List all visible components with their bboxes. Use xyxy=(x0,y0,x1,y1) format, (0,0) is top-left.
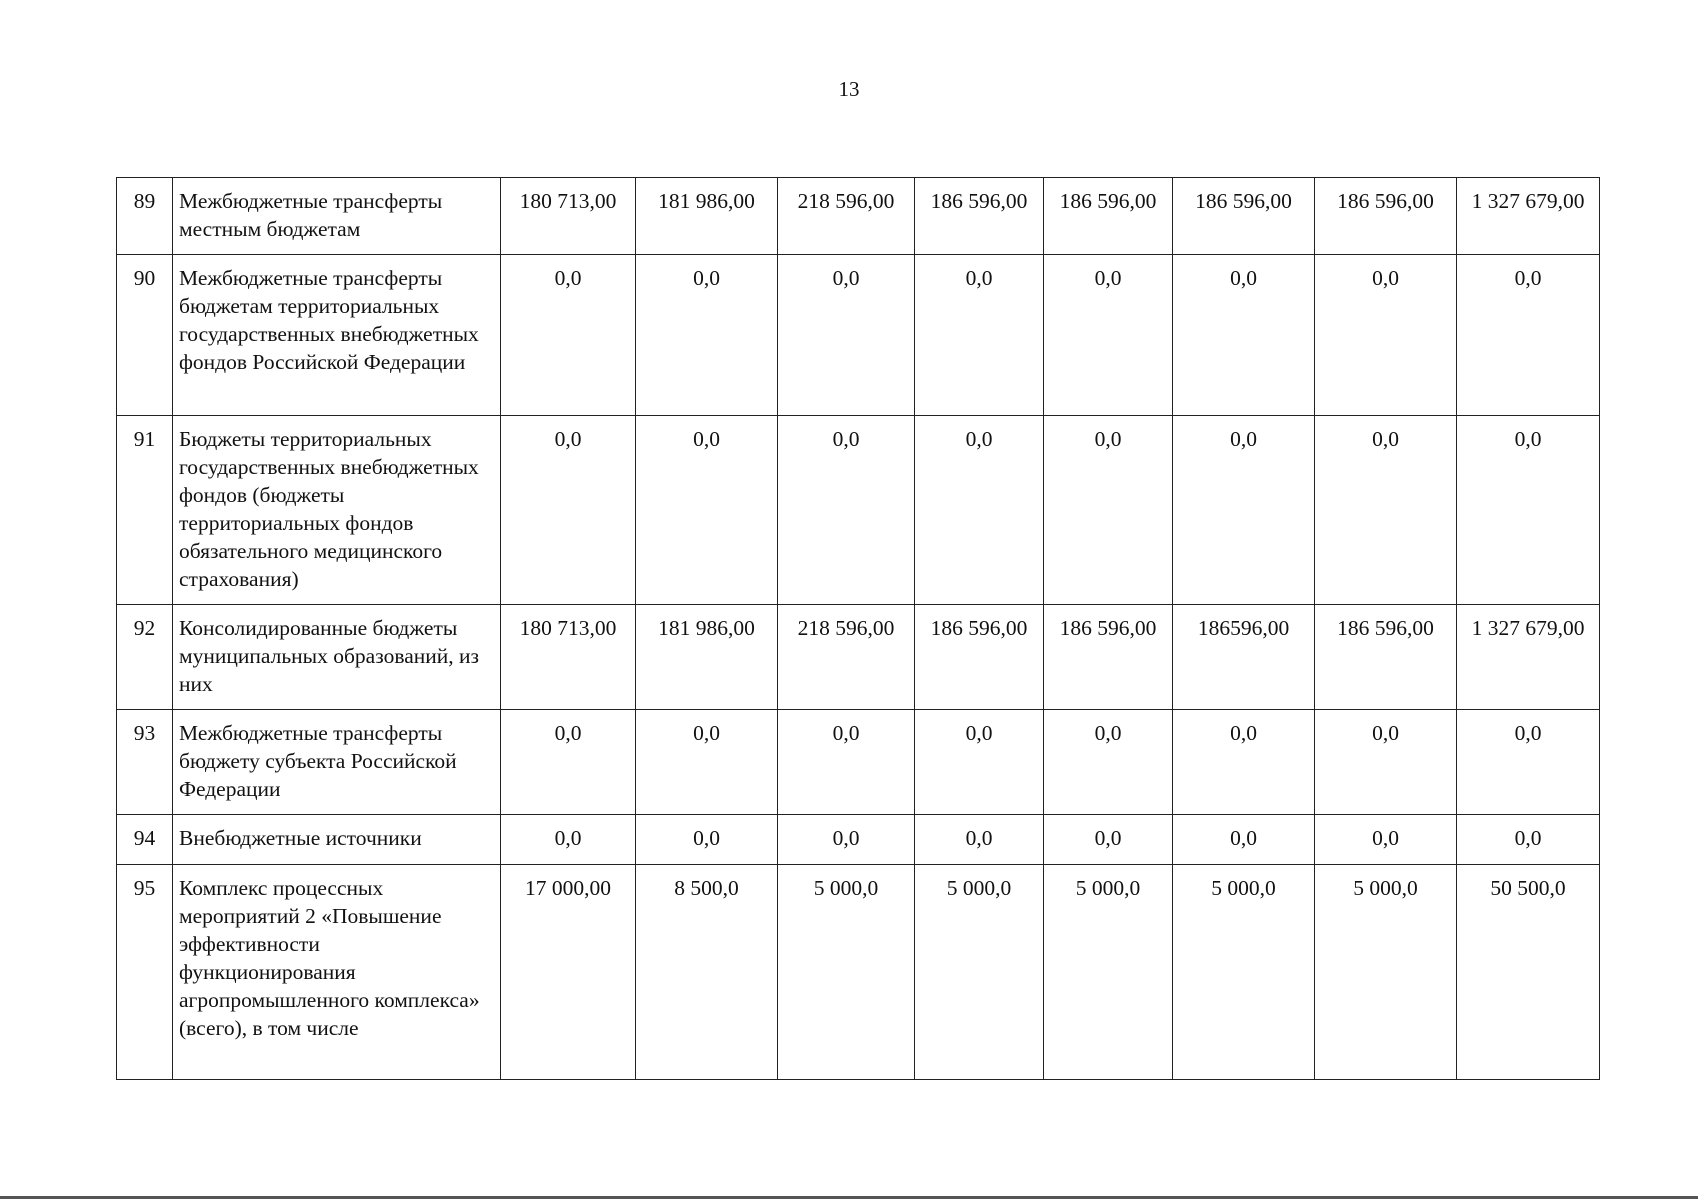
row-name: Внебюджетные источники xyxy=(173,815,501,865)
value-cell: 5 000,0 xyxy=(915,865,1044,1080)
row-name: Комплекс процессных мероприятий 2 «Повышение эффективности функционирования агропромышленного комплекса» (всего), в том числе xyxy=(173,865,501,1080)
value-cell: 0,0 xyxy=(501,416,636,605)
value-cell: 0,0 xyxy=(915,255,1044,416)
value-cell: 0,0 xyxy=(778,255,915,416)
row-name: Межбюджетные трансферты местным бюджетам xyxy=(173,178,501,255)
table-row xyxy=(117,815,1600,865)
row-number: 90 xyxy=(117,255,173,416)
value-cell: 186 596,00 xyxy=(915,605,1044,710)
row-name: Межбюджетные трансферты бюджетам территориальных государственных внебюджетных фондов Российской Федерации xyxy=(173,255,501,416)
value-cell: 0,0 xyxy=(501,815,636,865)
value-cell: 0,0 xyxy=(1457,710,1600,815)
table-row xyxy=(117,416,1600,605)
value-cell: 17 000,00 xyxy=(501,865,636,1080)
value-cell: 0,0 xyxy=(1315,255,1457,416)
value-cell: 0,0 xyxy=(501,255,636,416)
value-cell: 218 596,00 xyxy=(778,605,915,710)
value-cell: 186596,00 xyxy=(1173,605,1315,710)
value-cell: 0,0 xyxy=(1044,255,1173,416)
row-name: Консолидированные бюджеты муниципальных образований, из них xyxy=(173,605,501,710)
value-cell: 180 713,00 xyxy=(501,605,636,710)
value-cell: 186 596,00 xyxy=(1173,178,1315,255)
value-cell: 0,0 xyxy=(915,815,1044,865)
value-cell: 8 500,0 xyxy=(636,865,778,1080)
row-number: 89 xyxy=(117,178,173,255)
value-cell: 181 986,00 xyxy=(636,178,778,255)
value-cell: 1 327 679,00 xyxy=(1457,605,1600,710)
value-cell: 180 713,00 xyxy=(501,178,636,255)
value-cell: 186 596,00 xyxy=(1315,605,1457,710)
value-cell: 0,0 xyxy=(915,710,1044,815)
table-row xyxy=(117,178,1600,255)
table-row xyxy=(117,605,1600,710)
value-cell: 0,0 xyxy=(1044,815,1173,865)
value-cell: 186 596,00 xyxy=(1044,178,1173,255)
value-cell: 0,0 xyxy=(1173,255,1315,416)
value-cell: 181 986,00 xyxy=(636,605,778,710)
value-cell: 218 596,00 xyxy=(778,178,915,255)
table-row xyxy=(117,865,1600,1080)
value-cell: 186 596,00 xyxy=(915,178,1044,255)
page-edge-divider xyxy=(0,1196,1698,1199)
value-cell: 0,0 xyxy=(1457,815,1600,865)
value-cell: 50 500,0 xyxy=(1457,865,1600,1080)
value-cell: 186 596,00 xyxy=(1044,605,1173,710)
value-cell: 0,0 xyxy=(636,815,778,865)
row-name: Бюджеты территориальных государственных внебюджетных фондов (бюджеты территориальных фондов обязательного медицинского страхования) xyxy=(173,416,501,605)
row-number: 95 xyxy=(117,865,173,1080)
row-number: 93 xyxy=(117,710,173,815)
value-cell: 0,0 xyxy=(1173,710,1315,815)
value-cell: 1 327 679,00 xyxy=(1457,178,1600,255)
value-cell: 5 000,0 xyxy=(1173,865,1315,1080)
value-cell: 0,0 xyxy=(778,815,915,865)
value-cell: 0,0 xyxy=(636,416,778,605)
value-cell: 0,0 xyxy=(1044,710,1173,815)
value-cell: 0,0 xyxy=(1173,416,1315,605)
row-number: 91 xyxy=(117,416,173,605)
value-cell: 5 000,0 xyxy=(1315,865,1457,1080)
value-cell: 0,0 xyxy=(1315,710,1457,815)
value-cell: 0,0 xyxy=(1315,815,1457,865)
value-cell: 0,0 xyxy=(778,710,915,815)
value-cell: 0,0 xyxy=(636,710,778,815)
value-cell: 0,0 xyxy=(1315,416,1457,605)
row-number: 92 xyxy=(117,605,173,710)
value-cell: 0,0 xyxy=(636,255,778,416)
value-cell: 0,0 xyxy=(501,710,636,815)
table-row xyxy=(117,710,1600,815)
value-cell: 0,0 xyxy=(1457,416,1600,605)
value-cell: 0,0 xyxy=(1044,416,1173,605)
value-cell: 5 000,0 xyxy=(778,865,915,1080)
value-cell: 0,0 xyxy=(915,416,1044,605)
value-cell: 5 000,0 xyxy=(1044,865,1173,1080)
row-number: 94 xyxy=(117,815,173,865)
budget-table xyxy=(116,177,1600,1080)
value-cell: 0,0 xyxy=(1173,815,1315,865)
value-cell: 0,0 xyxy=(1457,255,1600,416)
value-cell: 186 596,00 xyxy=(1315,178,1457,255)
row-name: Межбюджетные трансферты бюджету субъекта Российской Федерации xyxy=(173,710,501,815)
table-row xyxy=(117,255,1600,416)
value-cell: 0,0 xyxy=(778,416,915,605)
page-number: 13 xyxy=(838,77,860,101)
